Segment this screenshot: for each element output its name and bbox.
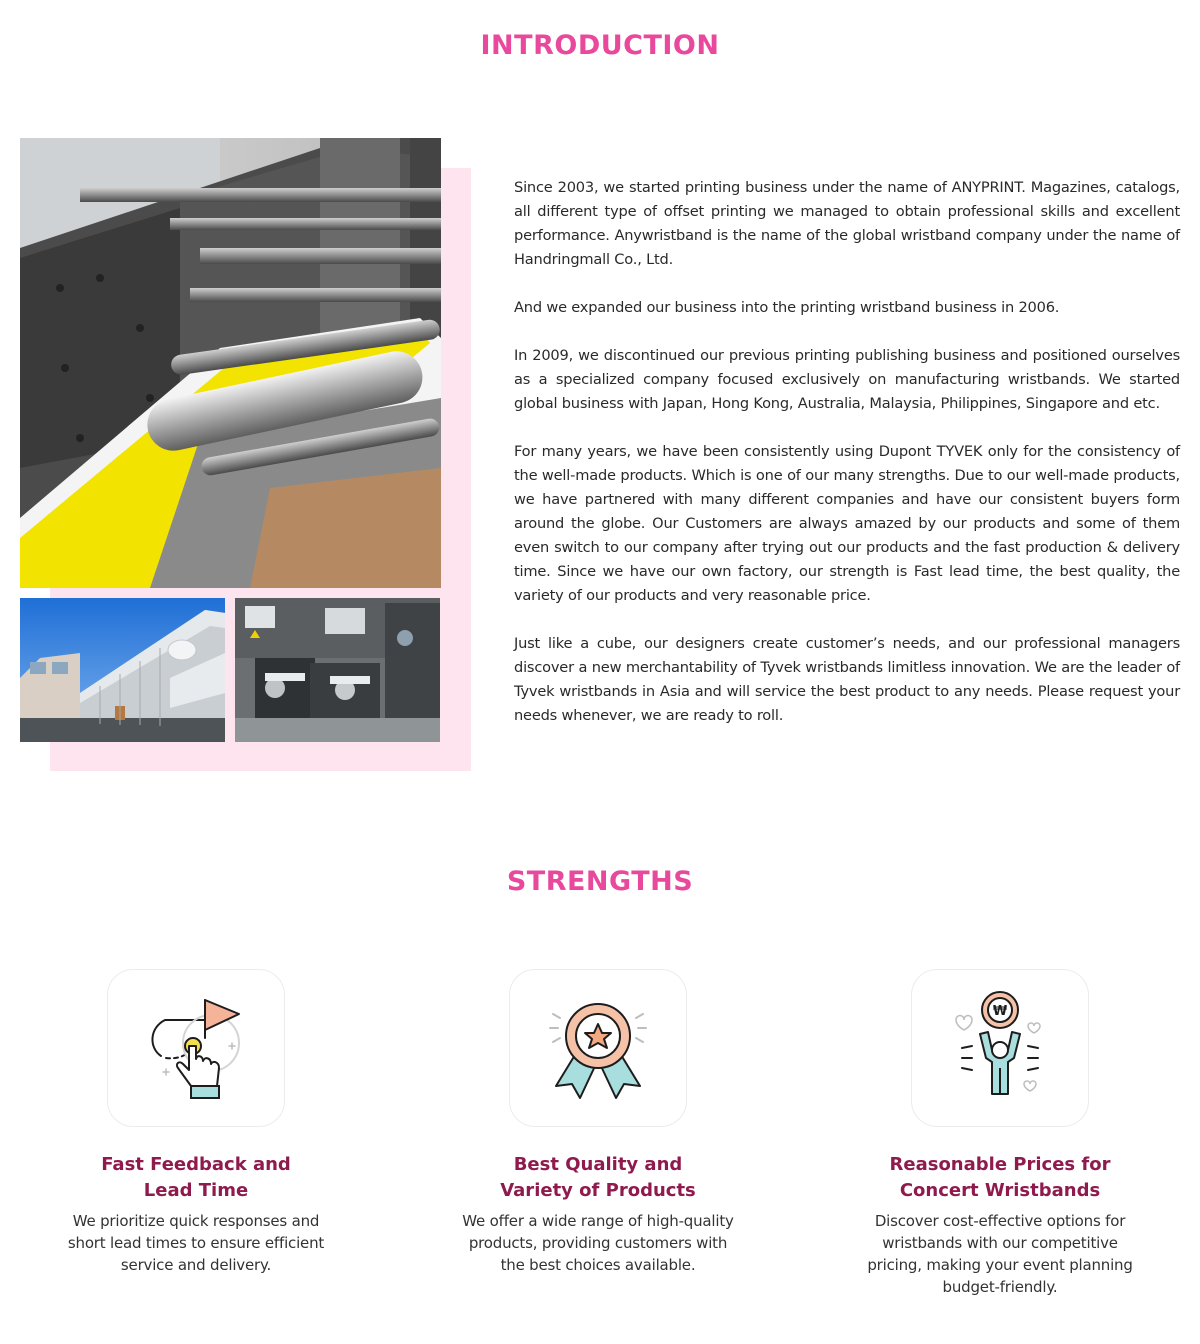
strength-icon-box: [911, 969, 1089, 1127]
pointer-flag-icon: [141, 988, 251, 1108]
strength-description: Discover cost-effective options for wristbands with our competitive pricing, making your event planning budget-friendly.: [867, 1212, 1133, 1296]
strength-icon-box: [107, 969, 285, 1127]
won-coin-person-icon: [940, 988, 1060, 1108]
strength-card-fast-feedback: [36, 969, 356, 1276]
intro-paragraph-4: For many years, we have been consistently using Dupont TYVEK only for the consistency of the well-made products. Which is one of our many strengths. Due to our well-made products, we have partnered with many different companies and have our consistent buyers form around the globe. Our Customers are always amazed by our products and some of them even switch to our company after trying out our products and the fast production & delivery time. Since we have our own factory, our strength is Fast lead time, the best quality, the variety of our products and very reasonable price.: [514, 443, 1180, 604]
strength-title: Reasonable Prices for Concert Wristbands: [889, 1154, 1111, 1201]
award-ribbon-icon: [538, 988, 658, 1108]
intro-paragraph-2: And we expanded our business into the printing wristband business in 2006.: [514, 299, 1060, 316]
strength-title: Best Quality and Variety of Products: [500, 1154, 696, 1201]
intro-paragraph-5: Just like a cube, our designers create customer’s needs, and our professional managers discover a new merchantability of Tyvek wristbands limitless innovation. We are the leader of Tyvek wristbands in Asia and will service the best product to any needs. Please request your needs whenever, we are ready to roll.: [514, 635, 1180, 724]
intro-paragraph-3: In 2009, we discontinued our previous printing publishing business and positioned ourselves as a specialized company focused exclusively on manufacturing wristbands. We started global business with Japan, Hong Kong, Australia, Malaysia, Philippines, Singapore and etc.: [514, 347, 1180, 412]
strength-card-reasonable-prices: [840, 969, 1160, 1298]
introduction-text: [514, 176, 1180, 752]
factory-building-photo: [20, 598, 225, 742]
strength-title: Fast Feedback and Lead Time: [101, 1154, 291, 1201]
svg-text:₩: ₩: [992, 1004, 1008, 1019]
introduction-heading: [0, 30, 1200, 61]
strength-icon-box: [509, 969, 687, 1127]
strengths-heading-text: STRENGTHS: [503, 866, 697, 897]
factory-machines-photo: [235, 598, 440, 742]
printing-machine-photo: [20, 138, 441, 588]
strength-card-best-quality: [438, 969, 758, 1276]
strength-description: We offer a wide range of high-quality products, providing customers with the best choices available.: [462, 1212, 734, 1274]
introduction-heading-text: INTRODUCTION: [477, 30, 724, 61]
strengths-heading: [0, 866, 1200, 897]
strength-description: We prioritize quick responses and short lead times to ensure efficient service and delivery.: [67, 1212, 325, 1274]
intro-paragraph-1: Since 2003, we started printing business under the name of ANYPRINT. Magazines, catalogs, all different type of offset printing we managed to obtain professional skills and excellent performance. Anywristband is the name of the global wristband company under the name of Handringmall Co., Ltd.: [514, 179, 1180, 268]
